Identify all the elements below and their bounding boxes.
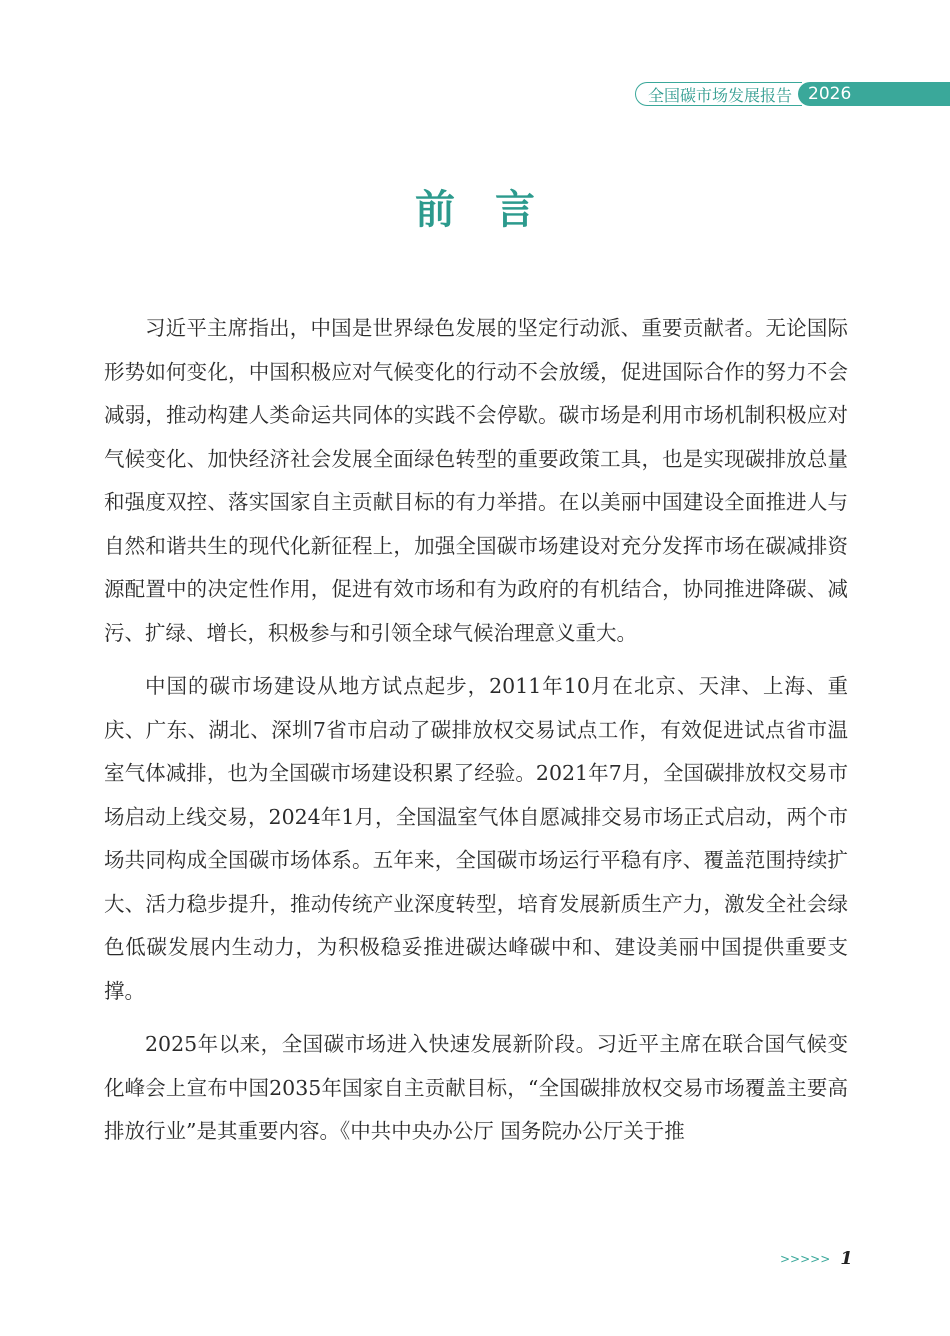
chevrons-right-icon: >>>>> — [780, 1251, 831, 1266]
page-number: 1 — [840, 1248, 853, 1269]
running-header — [635, 82, 950, 106]
page-footer — [780, 1248, 853, 1269]
paragraph-2: 中国的碳市场建设从地方试点起步，2011年10月在北京、天津、上海、重庆、广东、湖北、深圳7省市启动了碳排放权交易试点工作，有效促进试点省市温室气体减排，也为全国碳市场建设积累了经验。2021年7月，全国碳排放权交易市场启动上线交易，2024年1月，全国温室气体自愿减排交易市场正式启动，两个市场共同构成全国碳市场体系。五年来，全国碳市场运行平稳有序、覆盖范围持续扩大、活力稳步提升，推动传统产业深度转型，培育发展新质生产力，激发全社会绿色低碳发展内生动力，为积极稳妥推进碳达峰碳中和、建设美丽中国提供重要支撑。 — [104, 674, 848, 1003]
paragraph-1: 习近平主席指出，中国是世界绿色发展的坚定行动派、重要贡献者。无论国际形势如何变化，中国积极应对气候变化的行动不会放缓，促进国际合作的努力不会减弱，推动构建人类命运共同体的实践不会停歇。碳市场是利用市场机制积极应对气候变化、加快经济社会发展全面绿色转型的重要政策工具，也是实现碳排放总量和强度双控、落实国家自主贡献目标的有力举措。在以美丽中国建设全面推进人与自然和谐共生的现代化新征程上，加强全国碳市场建设对充分发挥市场在碳减排资源配置中的决定性作用，促进有效市场和有为政府的有机结合，协同推进降碳、减污、扩绿、增长，积极参与和引领全球气候治理意义重大。 — [104, 316, 848, 645]
report-year: 2026 — [798, 82, 950, 106]
body-text — [104, 307, 848, 1164]
paragraph-3: 2025年以来，全国碳市场进入快速发展新阶段。习近平主席在联合国气候变化峰会上宣布中国2035年国家自主贡献目标，“全国碳排放权交易市场覆盖主要高排放行业”是其重要内容。《中共中央办公厅 国务院办公厅关于推 — [104, 1032, 848, 1143]
report-title: 全国碳市场发展报告 — [635, 82, 802, 106]
page-title: 前言 — [415, 186, 575, 233]
